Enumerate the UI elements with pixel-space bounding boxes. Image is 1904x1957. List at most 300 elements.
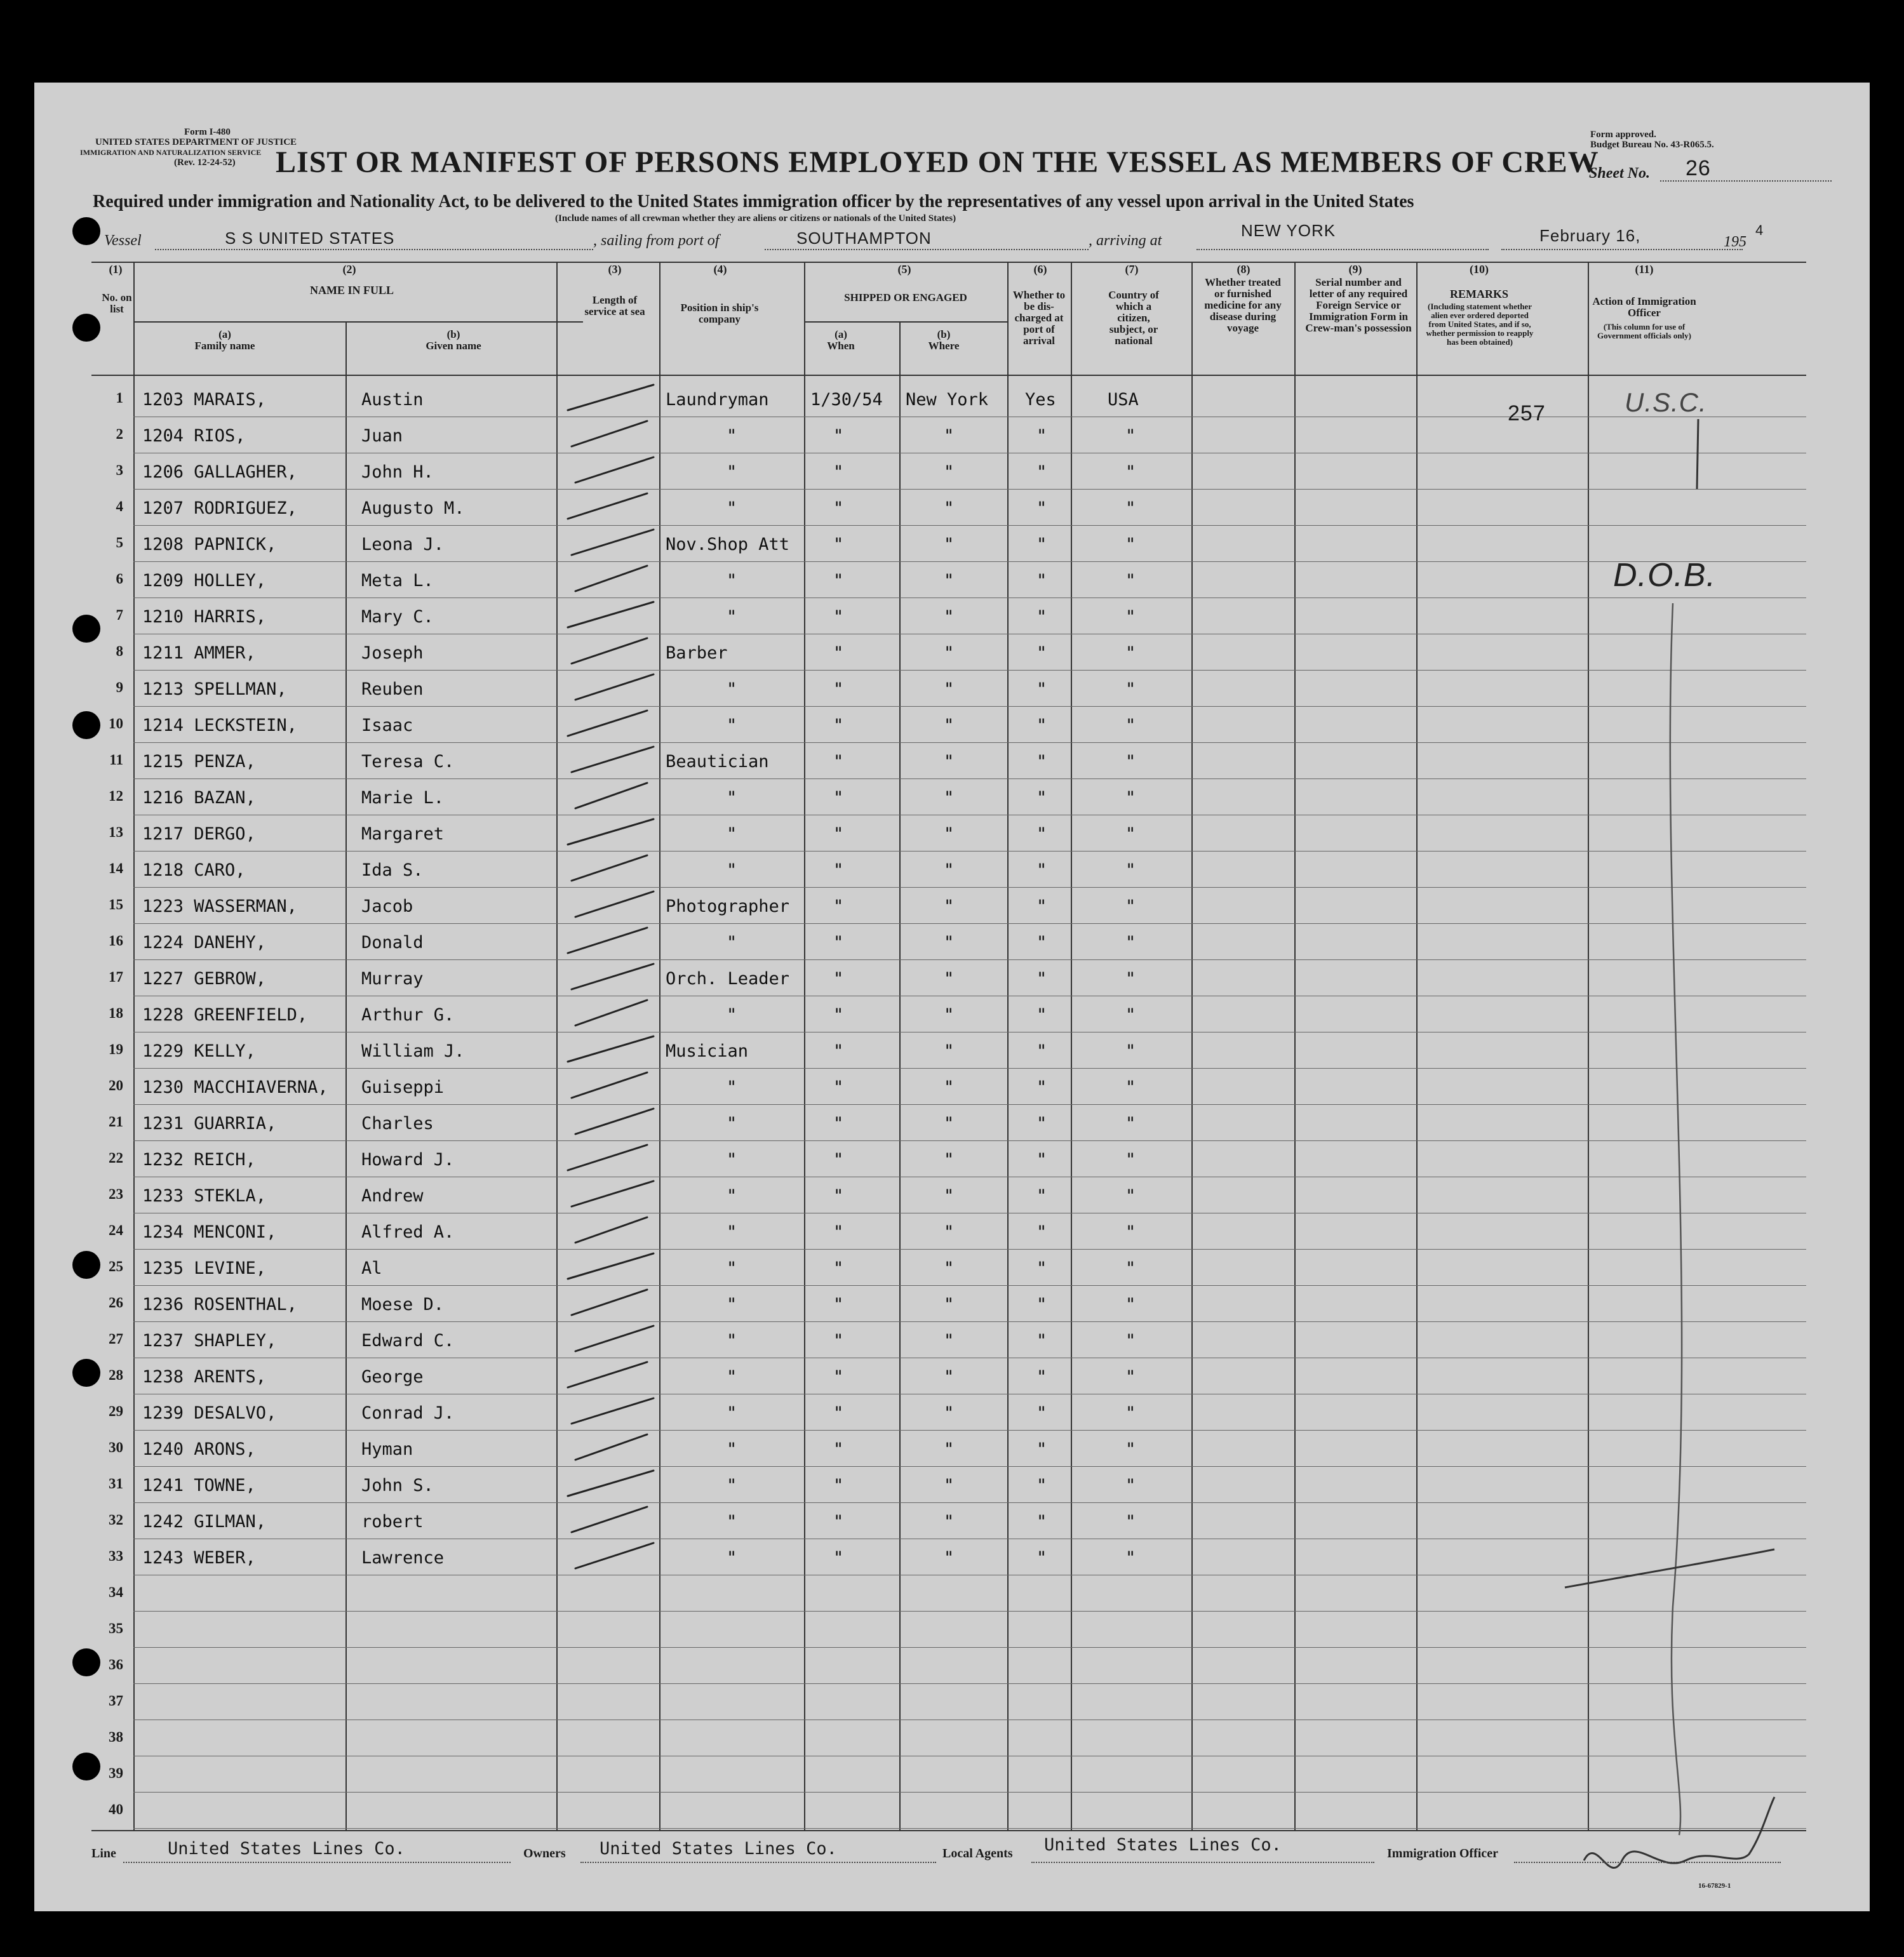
row-number: 6 xyxy=(116,571,123,587)
country: USA xyxy=(1108,390,1139,410)
row-number: 37 xyxy=(109,1693,123,1709)
row-number: 7 xyxy=(116,607,123,623)
position: " xyxy=(727,571,737,591)
service-length-stroke xyxy=(575,783,647,808)
row-number: 38 xyxy=(109,1729,123,1745)
country: " xyxy=(1125,752,1136,771)
service-length-stroke xyxy=(572,421,647,446)
discharged: " xyxy=(1036,535,1047,554)
shipped-when: " xyxy=(833,788,844,808)
service-length-stroke xyxy=(572,747,654,772)
shipped-where: " xyxy=(944,1078,955,1097)
discharged: " xyxy=(1036,897,1047,916)
shipped-when: " xyxy=(833,1114,844,1133)
family-name: 1224 DANEHY, xyxy=(142,933,267,952)
shipped-where: " xyxy=(944,1114,955,1133)
family-name: 1231 GUARRIA, xyxy=(142,1114,277,1133)
family-name: 1216 BAZAN, xyxy=(142,788,256,808)
arriving-label: , arriving at xyxy=(1089,232,1162,249)
row-number: 40 xyxy=(109,1801,123,1817)
position: " xyxy=(727,679,737,699)
family-name: 1211 AMMER, xyxy=(142,643,256,663)
position: " xyxy=(727,607,737,627)
service-length-stroke xyxy=(575,1217,647,1243)
budget-bureau: Budget Bureau No. 43-R065.5. xyxy=(1590,140,1714,150)
sheet-number: 26 xyxy=(1686,156,1711,180)
family-name: 1241 TOWNE, xyxy=(142,1476,256,1495)
country: " xyxy=(1125,571,1136,591)
pencil-marks xyxy=(34,83,1870,1911)
given-name: Meta L. xyxy=(361,571,434,591)
given-name: Augusto M. xyxy=(361,498,465,518)
shipped-where: " xyxy=(944,1259,955,1278)
discharged: " xyxy=(1036,607,1047,627)
shipped-when: " xyxy=(833,462,844,482)
family-name: 1204 RIOS, xyxy=(142,426,246,446)
country: " xyxy=(1125,462,1136,482)
include-note: (Include names of all crewman whether they are aliens or citizens or nationals of the United States) xyxy=(555,213,956,224)
shipped-where: " xyxy=(944,535,955,554)
position: " xyxy=(727,1439,737,1459)
country: " xyxy=(1125,1476,1136,1495)
discharged: " xyxy=(1036,1005,1047,1025)
row-number: 16 xyxy=(109,933,123,949)
country: " xyxy=(1125,535,1136,554)
discharged: " xyxy=(1036,933,1047,952)
given-name: Teresa C. xyxy=(361,752,455,771)
service-length-stroke xyxy=(575,1000,647,1025)
given-name: George xyxy=(361,1367,424,1387)
col-num-10: (10) xyxy=(1470,263,1489,276)
remarks-note-257: 257 xyxy=(1508,401,1546,425)
country: " xyxy=(1125,643,1136,663)
country: " xyxy=(1125,1041,1136,1061)
shipped-where: " xyxy=(944,897,955,916)
row-number: 24 xyxy=(109,1222,123,1238)
country: " xyxy=(1125,1222,1136,1242)
shipped-where: " xyxy=(944,462,955,482)
header-family-sub: (a) xyxy=(218,328,231,340)
position: " xyxy=(727,1476,737,1495)
discharged: " xyxy=(1036,1512,1047,1532)
discharged: " xyxy=(1036,1186,1047,1206)
country: " xyxy=(1125,1005,1136,1025)
country: " xyxy=(1125,788,1136,808)
given-name: Juan xyxy=(361,426,403,446)
position: " xyxy=(727,1295,737,1314)
position: " xyxy=(727,1403,737,1423)
row-number: 30 xyxy=(109,1439,123,1455)
country: " xyxy=(1125,1259,1136,1278)
discharged: " xyxy=(1036,1222,1047,1242)
given-name: Guiseppi xyxy=(361,1078,445,1097)
family-name: 1215 PENZA, xyxy=(142,752,256,771)
shipped-where: " xyxy=(944,1222,955,1242)
row-number: 28 xyxy=(109,1367,123,1383)
service-length-stroke xyxy=(568,602,654,627)
sailing-label: , sailing from port of xyxy=(593,232,720,249)
position: " xyxy=(727,1259,737,1278)
given-name: Isaac xyxy=(361,716,413,735)
given-name: Edward C. xyxy=(361,1331,455,1351)
given-name: Charles xyxy=(361,1114,434,1133)
print-code: 16-67829-1 xyxy=(1698,1882,1731,1890)
shipped-where: " xyxy=(944,1331,955,1351)
shipped-when: " xyxy=(833,1439,844,1459)
row-number: 35 xyxy=(109,1620,123,1636)
discharged: " xyxy=(1036,752,1047,771)
action-usc: U.S.C. xyxy=(1625,387,1707,417)
service-length-stroke xyxy=(575,566,647,591)
family-name: 1229 KELLY, xyxy=(142,1041,256,1061)
given-name: Margaret xyxy=(361,824,445,844)
service-length-stroke xyxy=(568,1362,647,1387)
shipped-when: " xyxy=(833,824,844,844)
row-number: 19 xyxy=(109,1041,123,1057)
shipped-when: " xyxy=(833,643,844,663)
discharged: " xyxy=(1036,788,1047,808)
country: " xyxy=(1125,426,1136,446)
given-name: William J. xyxy=(361,1041,465,1061)
shipped-when: " xyxy=(833,1476,844,1495)
country: " xyxy=(1125,824,1136,844)
position: Nov.Shop Att xyxy=(666,535,790,554)
shipped-where: " xyxy=(944,716,955,735)
shipped-where: " xyxy=(944,571,955,591)
col-num-6: (6) xyxy=(1033,263,1047,276)
position: " xyxy=(727,426,737,446)
shipped-when: " xyxy=(833,679,844,699)
shipped-where: " xyxy=(944,1041,955,1061)
discharged: " xyxy=(1036,1114,1047,1133)
shipped-when: " xyxy=(833,571,844,591)
shipped-where: " xyxy=(944,933,955,952)
col-num-5: (5) xyxy=(897,263,911,276)
shipped-when: " xyxy=(833,1295,844,1314)
shipped-when: " xyxy=(833,1150,844,1170)
family-name: 1235 LEVINE, xyxy=(142,1259,267,1278)
row-number: 13 xyxy=(109,824,123,840)
service-length-stroke xyxy=(572,1072,647,1098)
family-name: 1208 PAPNICK, xyxy=(142,535,277,554)
given-name: Mary C. xyxy=(361,607,434,627)
given-name: Leona J. xyxy=(361,535,445,554)
footer-officer-label: Immigration Officer xyxy=(1387,1847,1498,1860)
header-given-name: Given name xyxy=(426,340,481,352)
shipped-when: " xyxy=(833,1548,844,1568)
row-number: 39 xyxy=(109,1765,123,1781)
row-number: 1 xyxy=(116,390,123,406)
family-name: 1206 GALLAGHER, xyxy=(142,462,297,482)
shipped-when: " xyxy=(833,1259,844,1278)
discharged: " xyxy=(1036,969,1047,989)
position: " xyxy=(727,1331,737,1351)
position: " xyxy=(727,1150,737,1170)
given-name: robert xyxy=(361,1512,424,1532)
service-length-stroke xyxy=(568,385,654,410)
row-number: 22 xyxy=(109,1150,123,1166)
country: " xyxy=(1125,1114,1136,1133)
row-number: 8 xyxy=(116,643,123,659)
row-number: 11 xyxy=(109,752,123,768)
row-number: 29 xyxy=(109,1403,123,1419)
service-length-stroke xyxy=(572,1507,647,1532)
position: " xyxy=(727,462,737,482)
discharged: " xyxy=(1036,1548,1047,1568)
shipped-when: " xyxy=(833,1078,844,1097)
row-number: 9 xyxy=(116,679,123,695)
shipped-where: " xyxy=(944,498,955,518)
col-num-4: (4) xyxy=(713,263,727,276)
country: " xyxy=(1125,716,1136,735)
service-length-stroke xyxy=(572,855,647,881)
manifest-sheet xyxy=(34,83,1870,1911)
page-title: LIST OR MANIFEST OF PERSONS EMPLOYED ON THE VESSEL AS MEMBERS OF CREW xyxy=(276,145,1599,179)
vessel-name: S S UNITED STATES xyxy=(225,229,395,248)
discharged: " xyxy=(1036,1078,1047,1097)
position: " xyxy=(727,1512,737,1532)
given-name: Al xyxy=(361,1259,382,1278)
given-name: Andrew xyxy=(361,1186,424,1206)
shipped-where: " xyxy=(944,969,955,989)
service-length-stroke xyxy=(568,1145,647,1170)
service-length-stroke xyxy=(568,711,647,736)
shipped-when: " xyxy=(833,1367,844,1387)
col-num-2: (2) xyxy=(342,263,356,276)
header-action: Action of Immigration Officer xyxy=(1592,295,1696,319)
row-number: 33 xyxy=(109,1548,123,1564)
country: " xyxy=(1125,1439,1136,1459)
family-name: 1207 RODRIGUEZ, xyxy=(142,498,297,518)
form-number: Form I-480 xyxy=(184,127,231,137)
position: " xyxy=(727,1367,737,1387)
header-length: Length of service at sea xyxy=(584,294,645,317)
given-name: John H. xyxy=(361,462,434,482)
footer-line-label: Line xyxy=(91,1847,116,1860)
shipped-when: " xyxy=(833,1512,844,1532)
row-number: 3 xyxy=(116,462,123,478)
given-name: Hyman xyxy=(361,1439,413,1459)
country: " xyxy=(1125,897,1136,916)
shipped-where: " xyxy=(944,1548,955,1568)
service-length-stroke xyxy=(572,638,647,664)
row-number: 4 xyxy=(116,498,123,514)
row-number: 12 xyxy=(109,788,123,804)
family-name: 1233 STEKLA, xyxy=(142,1186,267,1206)
service-length-stroke xyxy=(568,1253,654,1279)
position: Barber xyxy=(666,643,728,663)
position: " xyxy=(727,1548,737,1568)
discharged: " xyxy=(1036,426,1047,446)
shipped-where: " xyxy=(944,860,955,880)
discharged: " xyxy=(1036,1476,1047,1495)
given-name: Howard J. xyxy=(361,1150,455,1170)
col-num-8: (8) xyxy=(1237,263,1250,276)
service-length-stroke xyxy=(572,964,654,989)
position: " xyxy=(727,716,737,735)
position: " xyxy=(727,1078,737,1097)
family-name: 1228 GREENFIELD, xyxy=(142,1005,308,1025)
footer-agents-label: Local Agents xyxy=(942,1847,1013,1860)
shipped-where: " xyxy=(944,643,955,663)
discharged: Yes xyxy=(1025,390,1056,410)
footer-agents: United States Lines Co. xyxy=(1044,1835,1282,1855)
discharged: " xyxy=(1036,824,1047,844)
given-name: Moese D. xyxy=(361,1295,445,1314)
country: " xyxy=(1125,607,1136,627)
shipped-when: " xyxy=(833,1186,844,1206)
position: " xyxy=(727,788,737,808)
family-name: 1238 ARENTS, xyxy=(142,1367,267,1387)
position: Beautician xyxy=(666,752,769,771)
header-when-sub: (a) xyxy=(835,328,847,340)
position: Photographer xyxy=(666,897,790,916)
col-num-11: (11) xyxy=(1635,263,1654,276)
header-when: When xyxy=(827,340,855,352)
country: " xyxy=(1125,1186,1136,1206)
row-number: 36 xyxy=(109,1657,123,1673)
family-name: 1210 HARRIS, xyxy=(142,607,267,627)
service-length-stroke xyxy=(575,1109,654,1134)
position: Musician xyxy=(666,1041,749,1061)
row-number: 31 xyxy=(109,1476,123,1492)
header-remarks-note: (Including statement whether alien ever ordered deported from United States, and if so, whether permission to reapply has been obtained) xyxy=(1426,302,1534,347)
country: " xyxy=(1125,933,1136,952)
country: " xyxy=(1125,1512,1136,1532)
shipped-where: " xyxy=(944,1005,955,1025)
service-length-stroke xyxy=(575,1543,654,1568)
form-approved: Form approved. xyxy=(1590,130,1656,140)
position: " xyxy=(727,1114,737,1133)
shipped-where: " xyxy=(944,1476,955,1495)
position: Orch. Leader xyxy=(666,969,790,989)
discharged: " xyxy=(1036,643,1047,663)
shipped-where: " xyxy=(944,824,955,844)
country: " xyxy=(1125,679,1136,699)
position: " xyxy=(727,498,737,518)
footer-owners-label: Owners xyxy=(523,1847,566,1860)
shipped-when: " xyxy=(833,716,844,735)
shipped-when: " xyxy=(833,1005,844,1025)
discharged: " xyxy=(1036,1403,1047,1423)
shipped-when: " xyxy=(833,860,844,880)
family-name: 1214 LECKSTEIN, xyxy=(142,716,297,735)
given-name: Reuben xyxy=(361,679,424,699)
shipped-where: " xyxy=(944,426,955,446)
position: " xyxy=(727,1005,737,1025)
country: " xyxy=(1125,498,1136,518)
action-dob: D.O.B. xyxy=(1613,557,1717,594)
given-name: Joseph xyxy=(361,643,424,663)
family-name: 1230 MACCHIAVERNA, xyxy=(142,1078,328,1097)
shipped-when: " xyxy=(833,752,844,771)
discharged: " xyxy=(1036,1150,1047,1170)
country: " xyxy=(1125,969,1136,989)
shipped-when: 1/30/54 xyxy=(810,390,883,410)
service-length-stroke xyxy=(575,1326,654,1351)
position: " xyxy=(727,1222,737,1242)
row-number: 18 xyxy=(109,1005,123,1021)
row-number: 14 xyxy=(109,860,123,876)
row-number: 2 xyxy=(116,426,123,442)
family-name: 1218 CARO, xyxy=(142,860,246,880)
row-number: 5 xyxy=(116,535,123,551)
country: " xyxy=(1125,1548,1136,1568)
discharged: " xyxy=(1036,1259,1047,1278)
row-number: 21 xyxy=(109,1114,123,1130)
shipped-where: New York xyxy=(906,390,989,410)
family-name: 1217 DERGO, xyxy=(142,824,256,844)
row-number: 23 xyxy=(109,1186,123,1202)
header-serial: Serial number and letter of any required Foreign Service or Immigration Form in Crew-man's possession xyxy=(1305,276,1412,334)
row-number: 32 xyxy=(109,1512,123,1528)
service: IMMIGRATION AND NATURALIZATION SERVICE xyxy=(80,148,262,157)
family-name: 1234 MENCONI, xyxy=(142,1222,277,1242)
header-where: Where xyxy=(928,340,960,352)
departure-port: SOUTHAMPTON xyxy=(796,229,932,248)
position: Laundryman xyxy=(666,390,769,410)
service-length-stroke xyxy=(568,1471,654,1496)
family-name: 1240 ARONS, xyxy=(142,1439,256,1459)
discharged: " xyxy=(1036,462,1047,482)
shipped-where: " xyxy=(944,1150,955,1170)
row-number: 15 xyxy=(109,897,123,912)
service-length-stroke xyxy=(575,674,654,700)
discharged: " xyxy=(1036,571,1047,591)
shipped-where: " xyxy=(944,1186,955,1206)
shipped-when: " xyxy=(833,535,844,554)
footer-owners: United States Lines Co. xyxy=(600,1839,837,1859)
form-revision: (Rev. 12-24-52) xyxy=(174,157,236,168)
given-name: Murray xyxy=(361,969,424,989)
family-name: 1232 REICH, xyxy=(142,1150,256,1170)
header-action-note: (This column for use of Government officials only) xyxy=(1597,322,1692,340)
country: " xyxy=(1125,1331,1136,1351)
header-discharged: Whether to be dis-charged at port of arrival xyxy=(1012,289,1066,347)
shipped-when: " xyxy=(833,1331,844,1351)
row-number: 34 xyxy=(109,1584,123,1600)
discharged: " xyxy=(1036,1041,1047,1061)
shipped-when: " xyxy=(833,1041,844,1061)
header-medicine: Whether treated or furnished medicine for any disease during voyage xyxy=(1204,276,1282,334)
family-name: 1203 MARAIS, xyxy=(142,390,267,410)
discharged: " xyxy=(1036,1331,1047,1351)
header-name-in-full: NAME IN FULL xyxy=(309,284,394,297)
service-length-stroke xyxy=(575,892,654,917)
shipped-where: " xyxy=(944,607,955,627)
shipped-where: " xyxy=(944,1367,955,1387)
given-name: Ida S. xyxy=(361,860,424,880)
shipped-where: " xyxy=(944,1512,955,1532)
given-name: John S. xyxy=(361,1476,434,1495)
year-suffix: 4 xyxy=(1755,222,1764,238)
family-name: 1237 SHAPLEY, xyxy=(142,1331,277,1351)
row-number: 10 xyxy=(109,716,123,731)
given-name: Arthur G. xyxy=(361,1005,455,1025)
shipped-where: " xyxy=(944,1403,955,1423)
service-length-stroke xyxy=(568,493,647,519)
row-number: 17 xyxy=(109,969,123,985)
position: " xyxy=(727,1186,737,1206)
arrival-date: February 16, xyxy=(1539,226,1641,245)
row-number: 26 xyxy=(109,1295,123,1311)
position: " xyxy=(727,933,737,952)
given-name: Austin xyxy=(361,390,424,410)
shipped-when: " xyxy=(833,426,844,446)
family-name: 1242 GILMAN, xyxy=(142,1512,267,1532)
country: " xyxy=(1125,1078,1136,1097)
family-name: 1213 SPELLMAN, xyxy=(142,679,287,699)
